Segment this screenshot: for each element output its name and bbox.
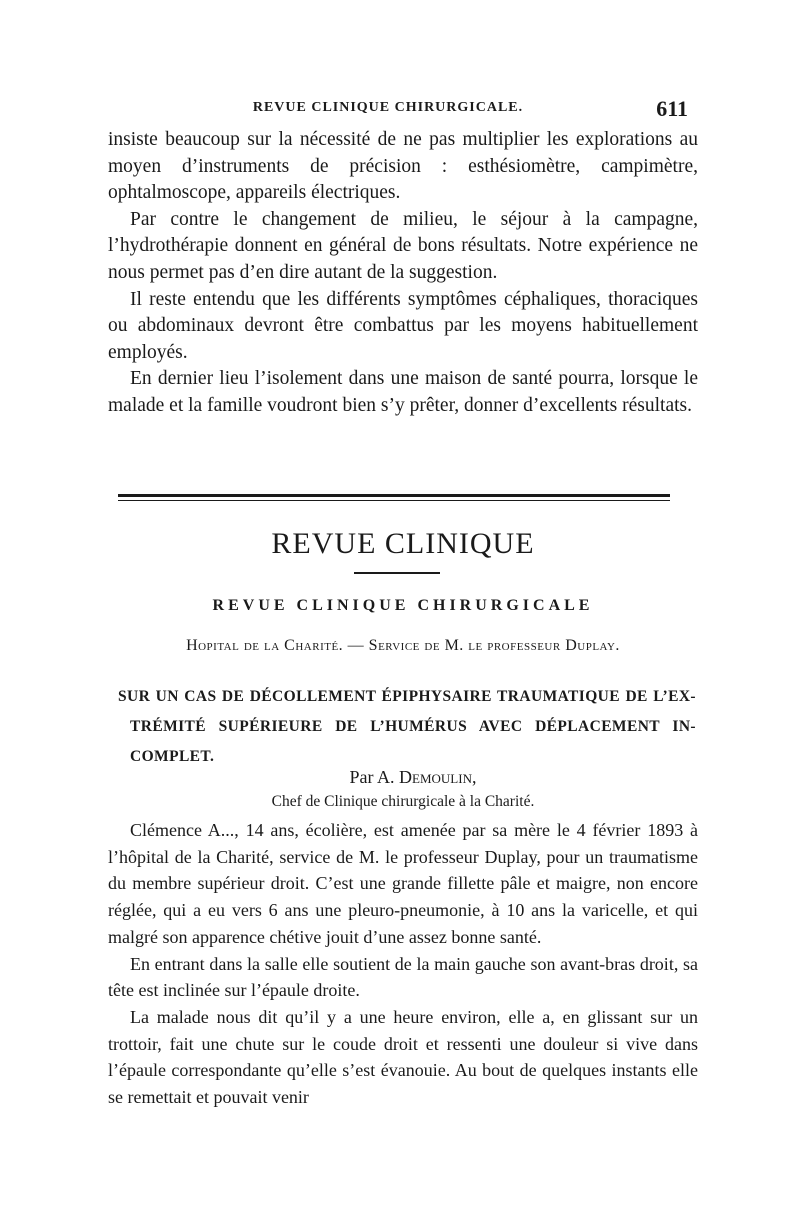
case-title-line: COMPLET.: [130, 748, 215, 765]
running-head-title: REVUE CLINIQUE CHIRURGICALE.: [252, 100, 524, 115]
top-text-block: [108, 127, 698, 420]
page-number: 611: [656, 96, 688, 121]
hospital-line: [108, 637, 698, 655]
section-title: REVUE CLINIQUE: [271, 527, 535, 560]
bottom-text-block: [108, 817, 698, 1111]
hospital-text: Hopital de la Charité. — Service de M. le professeur Duplay.: [186, 637, 620, 654]
author-name: Demoulin,: [399, 767, 477, 787]
section-divider: [118, 494, 670, 502]
paragraph: En dernier lieu l’isolement dans une maison de santé pourra, lorsque le malade et la famille voudront bien s’y prêter, donner d’excellents résultats.: [108, 368, 698, 416]
running-head: [108, 96, 688, 124]
title-underline: [354, 572, 440, 574]
subsection-title: REVUE CLINIQUE CHIRURGICALE: [212, 597, 594, 614]
paragraph: Clémence A..., 14 ans, écolière, est amenée par sa mère le 4 février 1893 à l’hôpital de la Charité, service de M. le professeur Duplay, pour un traumatisme du membre supérieur droit. C’est une grande fillette pâle et maigre, non encore réglée, qui a eu vers 6 ans une pleuro-pneumonie, à 10 ans la varicelle, et qui malgré son apparence chétive jouit d’une assez bonne santé.: [108, 820, 698, 947]
paragraph: Il reste entendu que les différents symptômes céphaliques, thoraciques ou abdominaux devront être combattus par les moyens habituellement employés.: [108, 288, 698, 363]
case-title-line: SUR UN CAS DE DÉCOLLEMENT ÉPIPHYSAIRE TRAUMATIQUE DE L’EX-: [118, 688, 696, 705]
case-title: [118, 682, 696, 772]
paragraph: Par contre le changement de milieu, le séjour à la campagne, l’hydrothérapie donnent en général de bons résultats. Notre expérience ne nous permet pas d’en dire autant de la suggestion.: [108, 208, 698, 283]
author-affiliation: Chef de Clinique chirurgicale à la Charité.: [271, 793, 535, 810]
case-title-line: TRÉMITÉ SUPÉRIEURE DE L’HUMÉRUS AVEC DÉPLACEMENT IN-: [130, 718, 696, 735]
byline: [108, 767, 698, 788]
paragraph: insiste beaucoup sur la nécessité de ne pas multiplier les explorations au moyen d’instruments de précision : esthésiomètre, campimètre, ophtalmoscope, appareils électriques.: [108, 129, 698, 204]
byline-prefix: Par A.: [349, 767, 395, 787]
paragraph: En entrant dans la salle elle soutient de la main gauche son avant-bras droit, sa tête est inclinée sur l’épaule droite.: [108, 953, 698, 1001]
paragraph: La malade nous dit qu’il y a une heure environ, elle a, en glissant sur un trottoir, fait une chute sur le coude droit et ressenti une douleur si vive dans l’épaule correspondante qu’elle s’est évanouie. Au bout de quelques instants elle se remettait et pouvait venir: [108, 1006, 698, 1108]
